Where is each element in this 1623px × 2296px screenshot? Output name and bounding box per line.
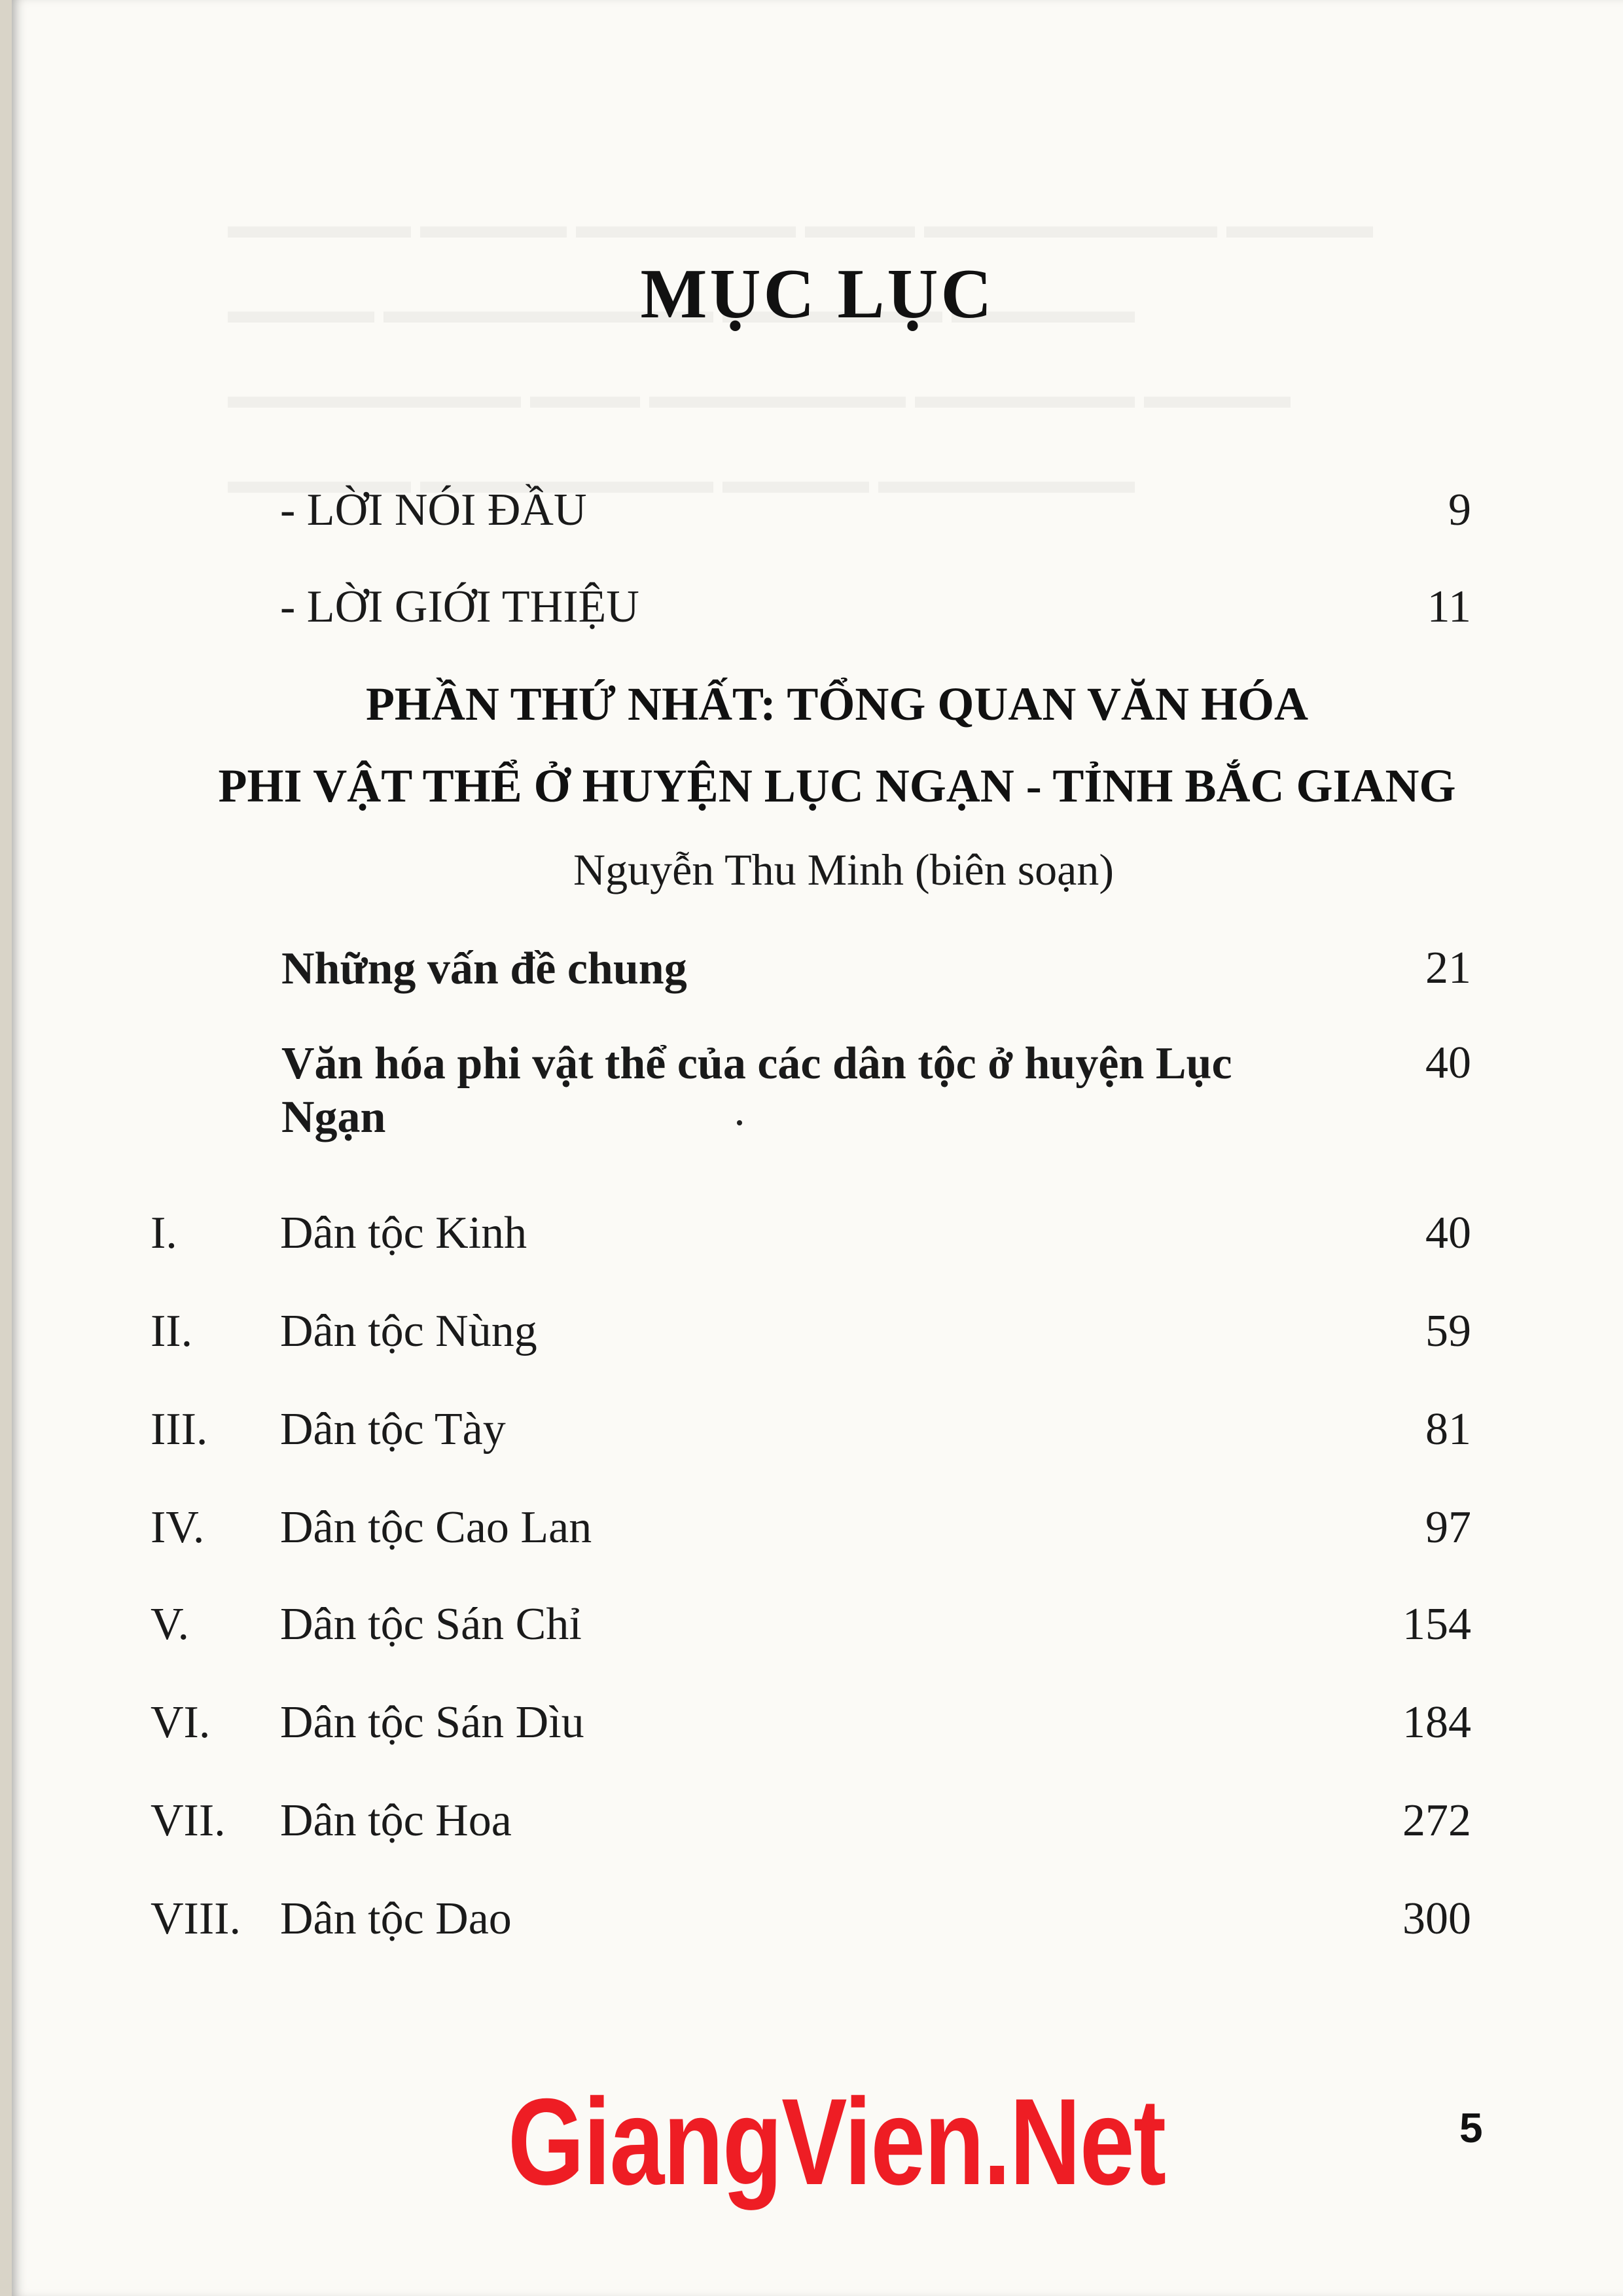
chapter-label: Dân tộc Kinh: [280, 1208, 527, 1258]
section-label: Những vấn đề chung: [281, 944, 687, 994]
chapter-numeral: VII.: [151, 1795, 226, 1846]
page-title: MỤC LỤC: [640, 255, 995, 333]
section-page-number: 21: [1425, 943, 1471, 993]
part-editor: Nguyễn Thu Minh (biên soạn): [573, 845, 1114, 894]
entry-label: - LỜI GIỚI THIỆU: [280, 582, 639, 632]
chapter-numeral: V.: [151, 1599, 190, 1650]
chapter-page-number: 154: [1402, 1599, 1471, 1650]
chapter-page-number: 300: [1402, 1894, 1471, 1944]
chapter-page-number: 272: [1402, 1795, 1471, 1846]
chapter-label: Dân tộc Sán Dìu: [280, 1697, 584, 1748]
chapter-numeral: III.: [151, 1404, 208, 1455]
chapter-label: Dân tộc Tày: [280, 1404, 506, 1455]
chapter-numeral: IV.: [151, 1502, 205, 1553]
part-heading-line-1: PHẦN THỨ NHẤT: TỔNG QUAN VĂN HÓA: [365, 678, 1309, 730]
part-heading-line-2: PHI VẬT THỂ Ở HUYỆN LỤC NGẠN - TỈNH BẮC GIANG: [218, 760, 1456, 812]
watermark-logo: GiangVien.Net: [508, 2073, 1166, 2210]
bleed-through-texture: [228, 183, 1471, 523]
chapter-numeral: II.: [151, 1306, 193, 1356]
section-page-number: 40: [1425, 1038, 1471, 1088]
chapter-numeral: VI.: [151, 1697, 211, 1748]
entry-page-number: 9: [1448, 485, 1471, 535]
chapter-page-number: 59: [1425, 1306, 1471, 1356]
chapter-page-number: 97: [1425, 1502, 1471, 1553]
print-speck: [737, 1120, 742, 1125]
chapter-page-number: 184: [1402, 1697, 1471, 1748]
chapter-label: Dân tộc Cao Lan: [280, 1502, 592, 1553]
entry-page-number: 11: [1427, 582, 1471, 632]
chapter-numeral: I.: [151, 1208, 177, 1258]
entry-label: - LỜI NÓI ĐẦU: [280, 485, 587, 535]
chapter-label: Dân tộc Dao: [280, 1894, 512, 1944]
chapter-label: Dân tộc Sán Chỉ: [280, 1599, 582, 1650]
chapter-numeral: VIII.: [151, 1894, 241, 1944]
chapter-page-number: 40: [1425, 1208, 1471, 1258]
chapter-label: Dân tộc Nùng: [280, 1306, 537, 1356]
chapter-label: Dân tộc Hoa: [280, 1795, 512, 1846]
section-label: Văn hóa phi vật thể của các dân tộc ở huyện Lục Ngạn: [281, 1038, 1232, 1142]
page-folio: 5: [1459, 2104, 1483, 2151]
chapter-page-number: 81: [1425, 1404, 1471, 1455]
book-page: [12, 0, 1623, 2296]
